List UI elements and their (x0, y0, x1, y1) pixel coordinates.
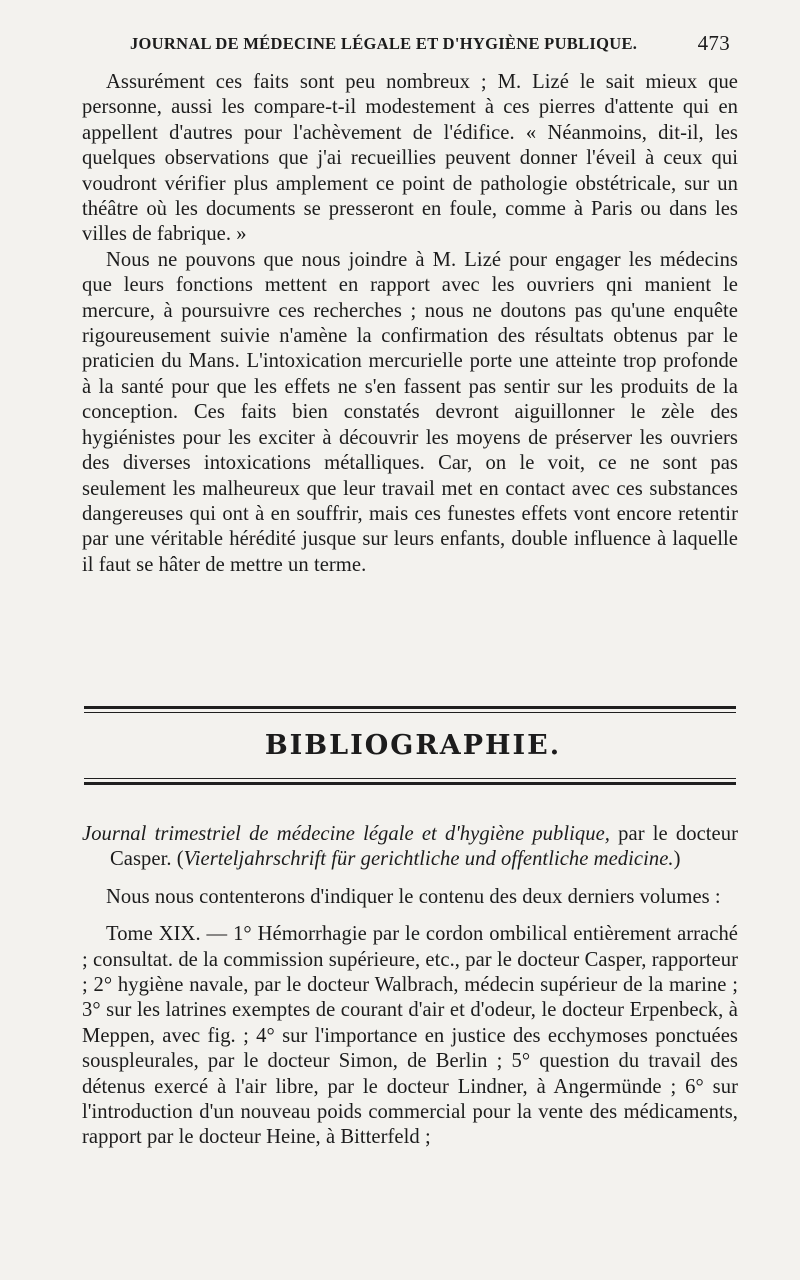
article-conclusion (82, 70, 738, 578)
paragraph: Nous ne pouvons que nous joindre à M. Lizé pour engager les médecins que leurs fonctions mettent en rapport avec les ouvriers qni manient le mercure, à poursuivre ces recherches ; nous ne doutons pas qu'une enquête rigoureusement suivie n'amène la confirmation des résultats obtenus par le praticien du Mans. L'intoxication mercurielle porte une atteinte trop profonde à la santé pour que les effets ne s'en fassent pas sentir sur les produits de la conception. Ces faits bien constatés devront aiguillonner le zèle des hygiénistes pour les exciter à découvrir les moyens de préserver les ouvriers des diverses intoxications métalliques. Car, on le voit, ce ne sont pas seulement les malheureux que leur travail met en contact avec ces substances dangereuses qui ont à en souffrir, mais ces funestes effets vont encore retentir par une véritable hérédité jusque sur leurs enfants, double influence à laquelle il faut se hâter de mettre un terme. (82, 248, 738, 576)
paragraph: Tome XIX. — 1° Hémorrhagie par le cordon ombilical entièrement arraché ; consultat. de la commission supérieure, etc., par le docteur Casper, rapporteur ; 2° hygiène navale, par le docteur Walbrach, médecin supérieur de la marine ; 3° sur les latrines exemptes de courant d'air et d'odeur, le docteur Erpenbeck, à Meppen, avec fig. ; 4° sur l'importance en justice des ecchymoses ponctuées souspleurales, par le docteur Simon, de Berlin ; 5° question du travail des détenus exercé à l'air libre, par le docteur Lindner, à Angermünde ; 6° sur l'introduction d'un nouveau poids commercial pour la vente des médicaments, rapport par le docteur Heine, à Bitterfeld ; (82, 923, 738, 1149)
section-heading: BIBLIOGRAPHIE. (264, 730, 562, 761)
bibliography-entry: Journal trimestriel de médecine légale et d'hygiène publique, par le docteur Casper. (Vierteljahrschrift für gerichtliche und offentliche medicine.) (82, 823, 739, 871)
section-divider (84, 712, 736, 713)
paragraph: Nous nous contenterons d'indiquer le contenu des deux derniers volumes : (106, 885, 721, 908)
page-number: 473 (697, 31, 730, 55)
entry-author: par le docteur Casper. ( (110, 823, 739, 871)
section-divider (84, 706, 736, 709)
bibliography-content (82, 822, 738, 1151)
entry-subtitle: Vierteljahrschrift für gerichtliche und offentliche medicine. (183, 848, 674, 871)
journal-title: JOURNAL DE MÉDECINE LÉGALE ET D'HYGIÈNE PUBLIQUE. (130, 34, 638, 53)
section-divider (84, 778, 736, 779)
section-divider (84, 782, 736, 785)
paragraph: Assurément ces faits sont peu nombreux ; M. Lizé le sait mieux que personne, aussi les compare-t-il modestement à ces pierres d'attente qui en appellent d'autres pour l'achèvement de l'édifice. « Néanmoins, dit-il, les quelques observations que j'ai recueillies peuvent donner l'éveil à ceux qui voudront vérifier plus amplement ce point de pathologie obstétricale, sur un théâtre où les documents se presseront en foule, comme à Paris ou dans les villes de fabrique. » (82, 71, 738, 246)
entry-title: Journal trimestriel de médecine légale et d'hygiène publique, (82, 823, 611, 845)
